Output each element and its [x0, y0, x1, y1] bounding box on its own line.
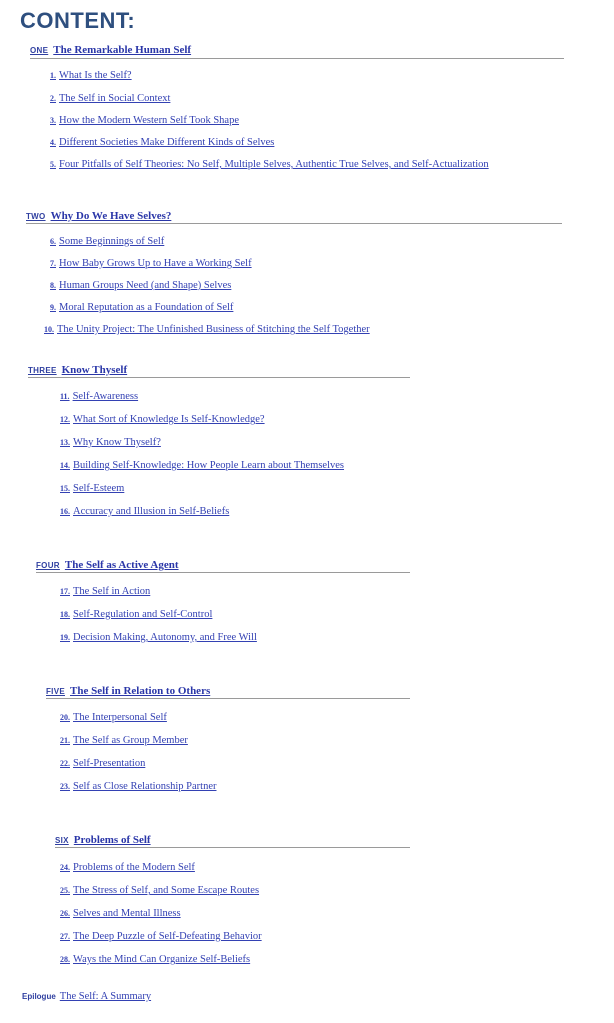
part-five-heading[interactable] [46, 681, 210, 699]
chapter-title[interactable]: The Unity Project: The Unfinished Business of Stitching the Self Together [57, 324, 370, 335]
chapter-link-5[interactable] [50, 159, 489, 170]
part-number: TWO [26, 212, 46, 221]
chapter-title[interactable]: Moral Reputation as a Foundation of Self [59, 302, 234, 313]
chapter-number: 5. [50, 160, 56, 169]
part-one-heading[interactable] [30, 40, 191, 58]
chapter-number: 13. [60, 438, 70, 447]
chapter-link-23[interactable] [60, 781, 216, 792]
chapter-link-22[interactable] [60, 758, 145, 769]
part-number: THREE [28, 366, 57, 375]
part-number: ONE [30, 46, 49, 55]
epilogue-title[interactable]: The Self: A Summary [59, 991, 152, 1002]
chapter-link-16[interactable] [60, 506, 229, 517]
chapter-link-24[interactable] [60, 862, 195, 873]
section-divider [46, 698, 410, 699]
chapter-title[interactable]: Accuracy and Illusion in Self-Beliefs [73, 506, 230, 517]
chapter-number: 2. [50, 94, 56, 103]
chapter-number: 14. [60, 461, 70, 470]
part-number: FOUR [36, 561, 60, 570]
part-title[interactable]: The Self in Relation to Others [69, 685, 211, 697]
part-two-heading[interactable] [26, 206, 171, 224]
chapter-title[interactable]: Self-Esteem [73, 483, 125, 494]
chapter-link-19[interactable] [60, 632, 257, 643]
part-number: FIVE [46, 687, 65, 696]
chapter-link-3[interactable] [50, 115, 239, 126]
chapter-link-11[interactable] [60, 391, 138, 402]
chapter-number: 10. [44, 325, 54, 334]
chapter-link-15[interactable] [60, 483, 124, 494]
chapter-title[interactable]: Why Know Thyself? [73, 437, 161, 448]
chapter-number: 15. [60, 484, 70, 493]
chapter-link-13[interactable] [60, 437, 161, 448]
chapter-number: 4. [50, 138, 56, 147]
chapter-number: 22. [60, 759, 70, 768]
chapter-link-8[interactable] [50, 280, 231, 291]
chapter-number: 12. [60, 415, 70, 424]
chapter-number: 21. [60, 736, 70, 745]
chapter-number: 28. [60, 955, 70, 964]
section-divider [36, 572, 410, 573]
section-divider [30, 58, 564, 59]
chapter-link-27[interactable] [60, 931, 262, 942]
chapter-number: 9. [50, 303, 56, 312]
chapter-title[interactable]: How Baby Grows Up to Have a Working Self [59, 258, 252, 269]
page-title: CONTENT: [20, 8, 136, 33]
chapter-number: 18. [60, 610, 70, 619]
chapter-title[interactable]: Decision Making, Autonomy, and Free Will [73, 632, 257, 643]
chapter-number: 23. [60, 782, 70, 791]
chapter-title[interactable]: Four Pitfalls of Self Theories: No Self, Multiple Selves, Authentic True Selves, and Self-Actualization [59, 159, 489, 170]
chapter-title[interactable]: The Self in Action [73, 586, 151, 597]
part-six-heading[interactable] [55, 830, 151, 848]
chapter-number: 26. [60, 909, 70, 918]
chapter-number: 25. [60, 886, 70, 895]
chapter-title[interactable]: Problems of the Modern Self [73, 862, 195, 873]
chapter-link-1[interactable] [50, 70, 132, 81]
chapter-link-14[interactable] [60, 460, 344, 471]
chapter-number: 19. [60, 633, 70, 642]
section-divider [26, 223, 562, 224]
part-title[interactable]: The Self as Active Agent [64, 559, 179, 571]
chapter-title[interactable]: What Sort of Knowledge Is Self-Knowledge? [73, 414, 265, 425]
chapter-link-2[interactable] [50, 93, 170, 104]
chapter-title[interactable]: Ways the Mind Can Organize Self-Beliefs [73, 954, 251, 965]
epilogue-link[interactable] [22, 991, 151, 1002]
chapter-title[interactable]: Self as Close Relationship Partner [73, 781, 217, 792]
section-divider [55, 847, 410, 848]
chapter-link-17[interactable] [60, 586, 150, 597]
chapter-number: 6. [50, 237, 56, 246]
chapter-number: 8. [50, 281, 56, 290]
chapter-title[interactable]: Human Groups Need (and Shape) Selves [59, 280, 232, 291]
chapter-number: 1. [50, 71, 56, 80]
part-four-heading[interactable] [36, 555, 179, 573]
chapter-title[interactable]: The Stress of Self, and Some Escape Routes [73, 885, 260, 896]
chapter-title[interactable]: Building Self-Knowledge: How People Learn about Themselves [73, 460, 345, 471]
chapter-title[interactable]: How the Modern Western Self Took Shape [59, 115, 240, 126]
chapter-title[interactable]: What Is the Self? [59, 70, 132, 81]
chapter-title[interactable]: The Self in Social Context [59, 93, 171, 104]
chapter-number: 11. [60, 392, 70, 401]
chapter-link-9[interactable] [50, 302, 233, 313]
chapter-title[interactable]: Selves and Mental Illness [73, 908, 181, 919]
chapter-link-25[interactable] [60, 885, 259, 896]
chapter-title[interactable]: Self-Awareness [72, 391, 139, 402]
chapter-number: 24. [60, 863, 70, 872]
chapter-link-10[interactable] [44, 324, 370, 335]
epilogue-label: Epilogue [22, 992, 56, 1001]
chapter-number: 20. [60, 713, 70, 722]
part-three-heading[interactable] [28, 360, 127, 378]
part-number: SIX [55, 836, 69, 845]
chapter-title[interactable]: The Interpersonal Self [73, 712, 167, 723]
part-title[interactable]: Why Do We Have Selves? [50, 210, 172, 222]
chapter-link-26[interactable] [60, 908, 181, 919]
chapter-number: 16. [60, 507, 70, 516]
chapter-title[interactable]: Some Beginnings of Self [59, 236, 165, 247]
chapter-number: 27. [60, 932, 70, 941]
section-divider [28, 377, 410, 378]
chapter-link-4[interactable] [50, 137, 274, 148]
chapter-link-28[interactable] [60, 954, 250, 965]
chapter-title[interactable]: The Self as Group Member [73, 735, 188, 746]
chapter-title[interactable]: Self-Regulation and Self-Control [73, 609, 213, 620]
chapter-number: 17. [60, 587, 70, 596]
chapter-link-12[interactable] [60, 414, 265, 425]
part-title[interactable]: Know Thyself [61, 364, 128, 376]
chapter-title[interactable]: The Deep Puzzle of Self-Defeating Behavior [73, 931, 262, 942]
chapter-link-7[interactable] [50, 258, 252, 269]
chapter-title[interactable]: Different Societies Make Different Kinds of Selves [59, 137, 275, 148]
chapter-link-18[interactable] [60, 609, 212, 620]
chapter-link-20[interactable] [60, 712, 167, 723]
chapter-link-6[interactable] [50, 236, 164, 247]
chapter-title[interactable]: Self-Presentation [73, 758, 146, 769]
chapter-number: 3. [50, 116, 56, 125]
chapter-link-21[interactable] [60, 735, 188, 746]
part-title[interactable]: Problems of Self [73, 834, 151, 846]
part-title[interactable]: The Remarkable Human Self [53, 44, 192, 56]
chapter-number: 7. [50, 259, 56, 268]
